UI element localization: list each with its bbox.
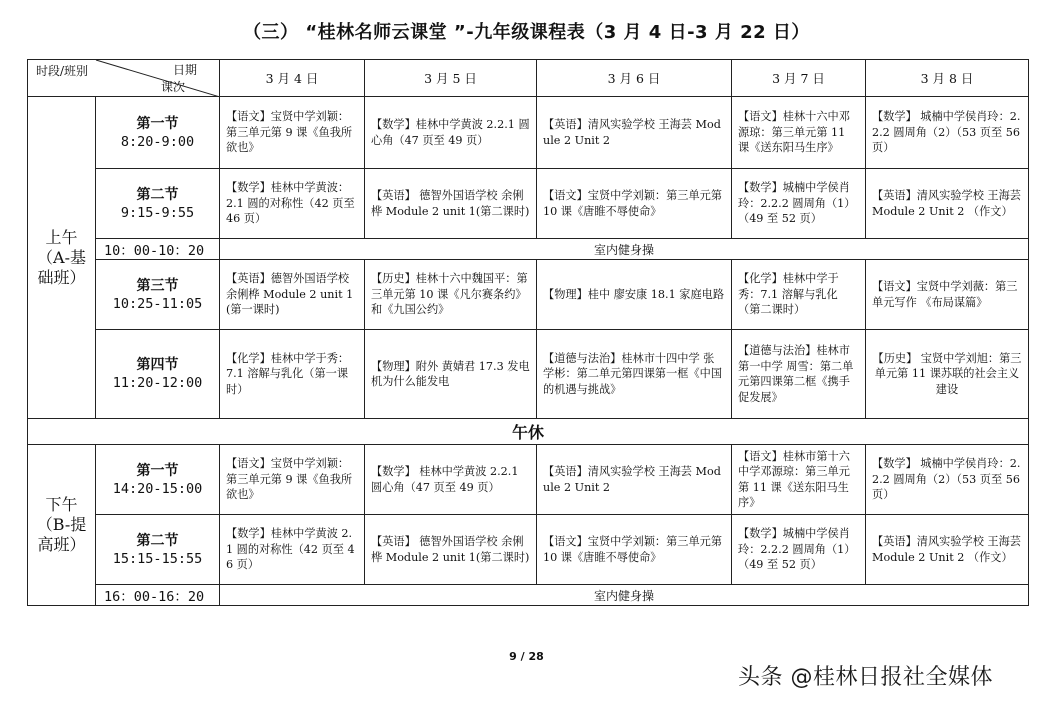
period-name: 第一节	[136, 115, 179, 132]
period-name: 第三节	[136, 277, 179, 294]
period-cell	[96, 260, 220, 330]
watermark: 头条 @桂林日报社全媒体	[738, 665, 993, 690]
date-header: 3 月 6 日	[537, 60, 732, 97]
break-time: 10：00-10：20	[96, 239, 220, 260]
course-cell: 【历史】桂林十六中魏国平：第三单元第 10 课《凡尔赛条约》和《九国公约》	[365, 260, 537, 330]
course-cell: 【数学】城楠中学侯肖玲：2.2.2 圆周角（1）（49 至 52 页）	[732, 169, 866, 239]
break-time: 16：00-16：20	[96, 585, 220, 606]
course-cell: 【英语】 德智外国语学校 余俐桦 Module 2 unit 1(第二课时)	[365, 515, 537, 585]
course-cell: 【道德与法治】桂林市十四中学 张学彬：第二单元第四课第一框《中国的机遇与挑战》	[537, 330, 732, 419]
course-cell: 【数学】桂林中学黄波：2.1 圆的对称性（42 页至 46 页）	[220, 169, 365, 239]
corner-period-label: 课次	[160, 80, 185, 94]
schedule-table	[27, 59, 1029, 606]
course-cell: 【英语】 德智外国语学校 余俐桦 Module 2 unit 1(第二课时)	[365, 169, 537, 239]
table-row	[28, 169, 1029, 239]
course-cell: 【数学】 桂林中学黄波 2.2.1 圆心角（47 页至 49 页）	[365, 445, 537, 515]
table-row	[28, 445, 1029, 515]
course-cell: 【语文】宝贤中学刘颖：第三单元第 9 课《鱼我所欲也》	[220, 97, 365, 169]
corner-date-label: 日期	[172, 63, 197, 77]
course-cell: 【英语】清风实验学校 王海芸 Module 2 Unit 2 （作文）	[866, 169, 1029, 239]
course-cell: 【数学】 城楠中学侯肖玲：2.2.2 圆周角（2）（53 页至 56 页）	[866, 97, 1029, 169]
period-name: 第二节	[136, 532, 179, 549]
course-cell: 【化学】桂林中学于秀：7.1 溶解与乳化（第二课时）	[732, 260, 866, 330]
course-cell: 【数学】桂林中学黄波 2.1 圆的对称性（42 页至 46 页）	[220, 515, 365, 585]
period-cell	[96, 515, 220, 585]
period-time: 15:15-15:55	[112, 550, 203, 567]
date-header: 3 月 5 日	[365, 60, 537, 97]
course-cell: 【语文】宝贤中学刘颖：第三单元第 10 课《唐睢不辱使命》	[537, 515, 732, 585]
course-cell: 【数学】桂林中学黄波 2.2.1 圆心角（47 页至 49 页）	[365, 97, 537, 169]
course-cell: 【英语】清风实验学校 王海芸 Module 2 Unit 2	[537, 445, 732, 515]
date-header: 3 月 8 日	[866, 60, 1029, 97]
morning-label: 上午（A-基础班）	[28, 97, 96, 419]
table-row	[28, 260, 1029, 330]
table-row	[28, 330, 1029, 419]
course-cell: 【数学】 城楠中学侯肖玲：2.2.2 圆周角（2）（53 页至 56 页）	[866, 445, 1029, 515]
period-cell	[96, 330, 220, 419]
course-cell: 【英语】德智外国语学校 余俐桦 Module 2 unit 1(第一课时)	[220, 260, 365, 330]
page-number: 9 / 28	[509, 650, 544, 663]
break-activity: 室内健身操	[220, 585, 1029, 606]
period-cell	[96, 97, 220, 169]
page-title: （三） “桂林名师云课堂 ”-九年级课程表（3 月 4 日-3 月 22 日）	[243, 22, 810, 43]
course-cell: 【数学】城楠中学侯肖玲：2.2.2 圆周角（1）（49 至 52 页）	[732, 515, 866, 585]
course-cell: 【语文】宝贤中学刘颖：第三单元第 10 课《唐睢不辱使命》	[537, 169, 732, 239]
period-time: 9:15-9:55	[120, 204, 195, 221]
corner-left-label: 时段/班别	[35, 64, 89, 78]
break-row	[28, 239, 1029, 260]
break-activity: 室内健身操	[220, 239, 1029, 260]
course-cell: 【化学】桂林中学于秀：7.1 溶解与乳化（第一课时）	[220, 330, 365, 419]
noon-label: 午休	[28, 419, 1029, 445]
break-row	[28, 585, 1029, 606]
course-cell: 【语文】宝贤中学刘颖：第三单元第 9 课《鱼我所欲也》	[220, 445, 365, 515]
afternoon-label: 下午（B-提高班）	[28, 445, 96, 606]
course-cell: 【道德与法治】桂林市第一中学 周雪：第二单元第四课第二框《携手促发展》	[732, 330, 866, 419]
table-row	[28, 97, 1029, 169]
period-cell	[96, 169, 220, 239]
course-cell: 【物理】附外 黄婧君 17.3 发电机为什么能发电	[365, 330, 537, 419]
course-cell: 【语文】桂林十六中邓源琼：第三单元第 11 课《送东阳马生序》	[732, 97, 866, 169]
corner-header	[28, 60, 220, 97]
period-name: 第二节	[136, 186, 179, 203]
course-cell: 【物理】桂中 廖安康 18.1 家庭电路	[537, 260, 732, 330]
noon-row	[28, 419, 1029, 445]
date-header: 3 月 7 日	[732, 60, 866, 97]
course-cell: 【英语】清风实验学校 王海芸 Module 2 Unit 2 （作文）	[866, 515, 1029, 585]
period-cell	[96, 445, 220, 515]
period-time: 10:25-11:05	[112, 295, 203, 312]
course-cell: 【历史】 宝贤中学刘旭：第三单元第 11 课苏联的社会主义建设	[866, 330, 1029, 419]
period-time: 14:20-15:00	[112, 480, 203, 497]
date-header: 3 月 4 日	[220, 60, 365, 97]
table-row	[28, 515, 1029, 585]
period-time: 8:20-9:00	[120, 133, 195, 150]
course-cell: 【语文】宝贤中学刘薇：第三单元写作 《布局谋篇》	[866, 260, 1029, 330]
course-cell: 【英语】清风实验学校 王海芸 Module 2 Unit 2	[537, 97, 732, 169]
course-cell: 【语文】桂林市第十六中学邓源琼：第三单元第 11 课《送东阳马生序》	[732, 445, 866, 515]
period-name: 第四节	[136, 357, 179, 373]
header-row	[28, 60, 1029, 97]
period-name: 第一节	[136, 462, 179, 479]
period-time: 11:20-12:00	[112, 375, 203, 391]
